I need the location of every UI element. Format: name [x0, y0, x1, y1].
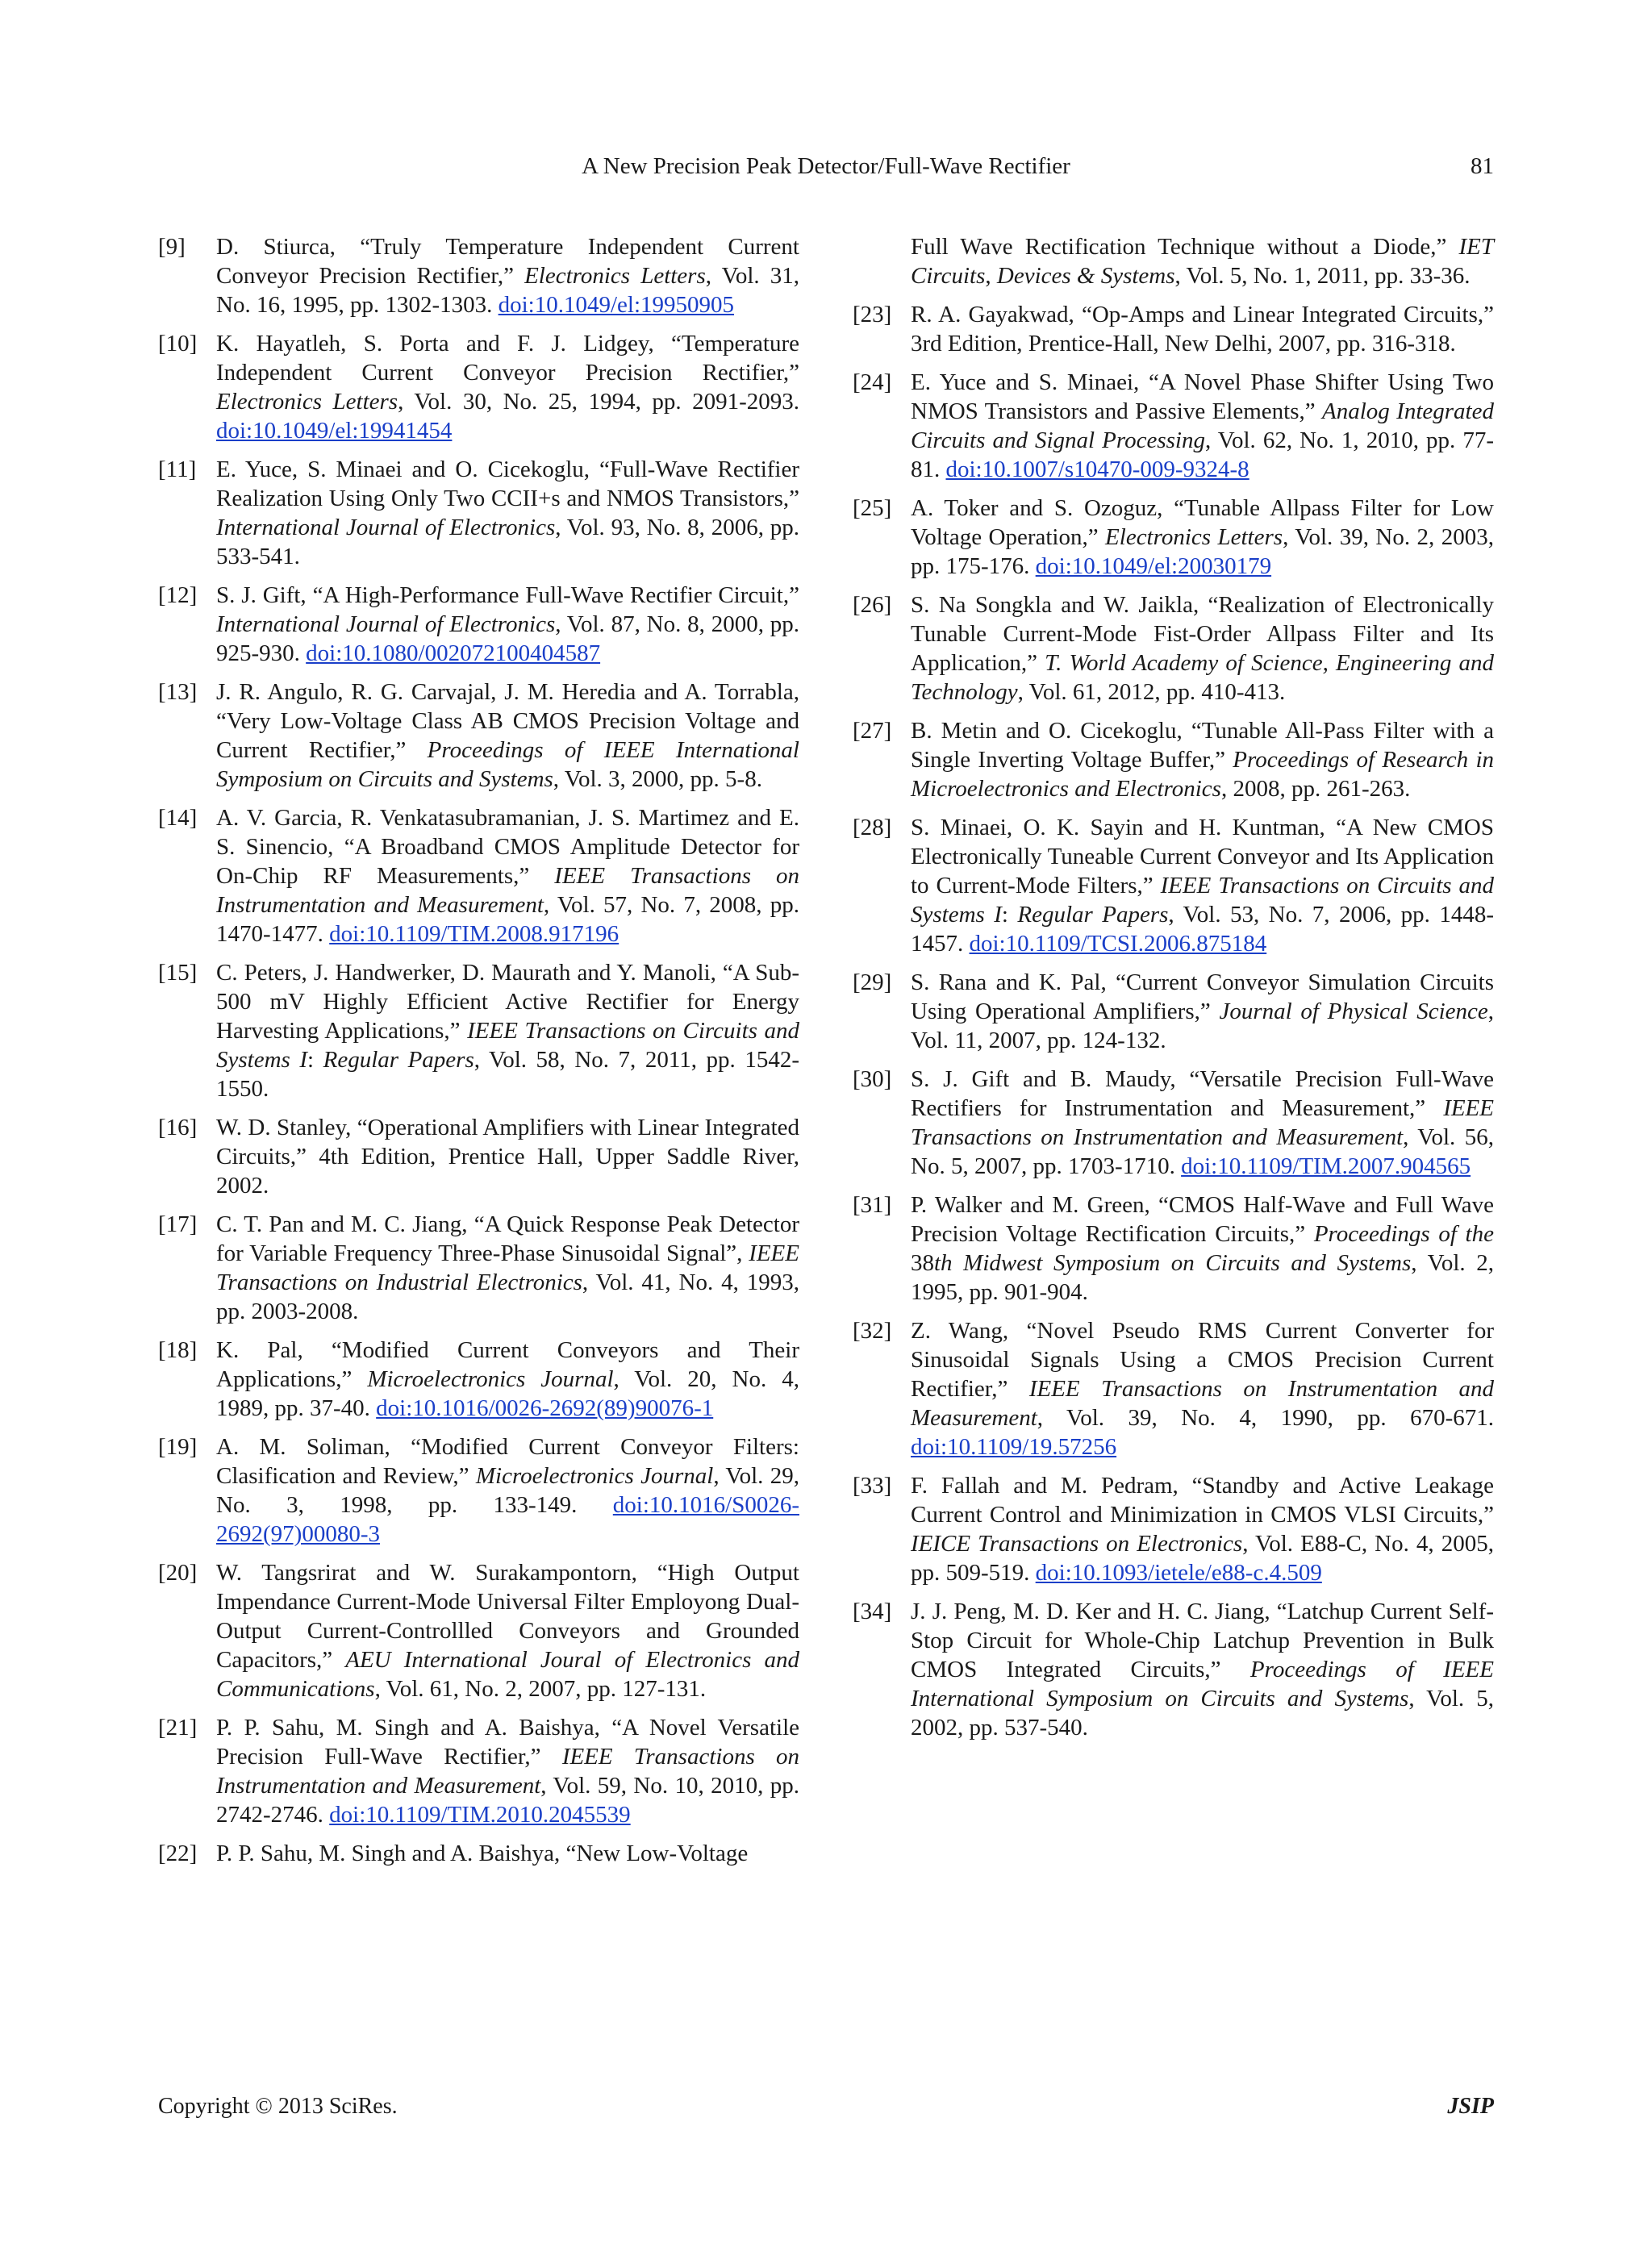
reference-number: [30] — [853, 1066, 892, 1092]
reference-text — [911, 968, 1494, 1055]
reference-number: [25] — [853, 495, 892, 521]
reference-text — [216, 677, 799, 794]
reference-text-segment: S. Rana and K. Pal, “Current Conveyor Simulation Circuits Using Operational Amplifiers,” — [911, 969, 1494, 1024]
reference-text-segment: B. Metin and O. Cicekoglu, “Tunable All-Pass Filter with a Single Inverting Voltage Buffer,” — [911, 718, 1494, 773]
reference-number: [11] — [158, 457, 197, 482]
reference-text — [216, 1558, 799, 1703]
reference-text — [911, 232, 1494, 290]
reference-text-segment: : — [1001, 902, 1018, 928]
reference-source-title: Journal of Physical Science — [1219, 999, 1488, 1024]
reference-text-segment: J. J. Peng, M. D. Ker and H. C. Jiang, “Latchup Current Self-Stop Circuit for Whole-Chip Latchup Prevention in Bulk CMOS Integrated Circuits,” — [911, 1599, 1494, 1682]
reference-item — [158, 1839, 799, 1868]
doi-link[interactable]: doi:10.1007/s10470-009-9324-8 — [945, 457, 1249, 482]
reference-text-segment: , 2008, pp. 261-263. — [1220, 776, 1411, 802]
reference-text — [216, 581, 799, 668]
doi-link[interactable]: doi:10.1109/TIM.2010.2045539 — [329, 1802, 631, 1828]
reference-text-segment: , Vol. 59, No. 10, 2010, pp. 2742-2746. — [216, 1773, 799, 1828]
reference-text-segment: S. J. Gift, “A High-Performance Full-Wave Rectifier Circuit,” — [216, 582, 799, 608]
reference-text-segment: , Vol. 41, No. 4, 1993, pp. 2003-2008. — [216, 1270, 799, 1324]
reference-source-title: IEEE Transactions on Industrial Electronics — [216, 1240, 799, 1295]
reference-number: [34] — [853, 1599, 892, 1624]
doi-link[interactable]: doi:10.1080/002072100404587 — [306, 640, 601, 666]
reference-item — [853, 716, 1494, 803]
reference-source-title: Proceedings of the — [1313, 1221, 1494, 1247]
reference-source-title: Microelectronics Journal — [367, 1366, 614, 1392]
reference-text-segment: , Vol. 31, No. 16, 1995, pp. 1302-1303. — [216, 263, 799, 318]
reference-text-segment: , Vol. 30, No. 25, 1994, pp. 2091-2093. — [398, 389, 799, 415]
reference-text — [911, 590, 1494, 707]
reference-item — [853, 1316, 1494, 1461]
reference-text — [216, 1839, 799, 1868]
reference-number: [16] — [158, 1115, 198, 1140]
doi-link[interactable]: doi:10.1109/TIM.2008.917196 — [329, 921, 620, 947]
reference-text-segment: , Vol. 87, No. 8, 2000, pp. 925-930. — [216, 611, 799, 666]
reference-text — [216, 1432, 799, 1549]
reference-source-title: Microelectronics Journal — [475, 1463, 714, 1489]
reference-number: [26] — [853, 592, 892, 618]
reference-text — [216, 1713, 799, 1829]
reference-item — [158, 1336, 799, 1423]
reference-number: [31] — [853, 1192, 892, 1218]
doi-link[interactable]: doi:10.1109/TIM.2007.904565 — [1181, 1153, 1471, 1179]
reference-source-title: Proceedings of IEEE International Symposium on Circuits and Systems — [911, 1657, 1494, 1711]
reference-item — [853, 368, 1494, 484]
reference-text-segment: , Vol. 93, No. 8, 2006, pp. 533-541. — [216, 515, 799, 569]
reference-source-title: Electronics Letters — [1105, 524, 1283, 550]
reference-item — [853, 1065, 1494, 1181]
reference-text-segment: , Vol. 61, No. 2, 2007, pp. 127-131. — [374, 1676, 707, 1702]
reference-item — [853, 232, 1494, 290]
reference-text-segment: , Vol. 3, 2000, pp. 5-8. — [553, 766, 762, 792]
running-title: A New Precision Peak Detector/Full-Wave Rectifier — [582, 153, 1070, 179]
reference-item — [158, 803, 799, 948]
reference-text-segment: : — [307, 1047, 323, 1073]
reference-text-segment: W. Tangsrirat and W. Surakampontorn, “High Output Impendance Current-Mode Universal Filter Employong Dual-Output Current-Controllled Conveyors and Grounded Capacitors,” — [216, 1560, 799, 1673]
reference-text-segment: , Vol. 20, No. 4, 1989, pp. 37-40. — [216, 1366, 800, 1421]
doi-link[interactable]: doi:10.1016/0026-2692(89)90076-1 — [376, 1395, 714, 1421]
reference-text — [911, 1065, 1494, 1181]
reference-text-segment: S. J. Gift and B. Maudy, “Versatile Precision Full-Wave Rectifiers for Instrumentation and Measurement,” — [911, 1066, 1494, 1121]
reference-number: [22] — [158, 1841, 198, 1866]
reference-source-title: Regular Papers — [323, 1047, 474, 1073]
reference-item — [158, 1210, 799, 1326]
reference-text-segment: , Vol. 2, 1995, pp. 901-904. — [911, 1250, 1494, 1305]
reference-source-title: Electronics Letters — [524, 263, 706, 289]
reference-source-title: Devices & Systems — [996, 263, 1175, 289]
reference-item — [853, 813, 1494, 958]
reference-number: [29] — [853, 969, 892, 995]
reference-source-title: Analog Integrated Circuits and Signal Processing — [911, 398, 1494, 453]
reference-number: [17] — [158, 1211, 198, 1237]
reference-source-title: International Journal of Electronics — [216, 515, 556, 540]
reference-text-segment: A. V. Garcia, R. Venkatasubramanian, J. S. Martimez and E. S. Sinencio, “A Broadband CMOS Amplitude Detector for On-Chip RF Measurements,” — [216, 805, 799, 889]
reference-text-segment: K. Pal, “Modified Current Conveyors and Their Applications,” — [216, 1337, 799, 1392]
reference-text — [911, 716, 1494, 803]
reference-number: [24] — [853, 369, 892, 395]
reference-text-segment: J. R. Angulo, R. G. Carvajal, J. M. Heredia and A. Torrabla, “Very Low-Voltage Class AB CMOS Precision Voltage and Current Rectifier,” — [216, 679, 799, 763]
reference-text — [911, 1597, 1494, 1742]
reference-text-segment: W. D. Stanley, “Operational Amplifiers with Linear Integrated Circuits,” 4th Edition, Prentice Hall, Upper Saddle River, 2002. — [216, 1115, 799, 1199]
reference-item — [853, 968, 1494, 1055]
reference-text-segment: F. Fallah and M. Pedram, “Standby and Active Leakage Current Control and Minimization in CMOS VLSI Circuits,” — [911, 1473, 1494, 1528]
copyright-notice: Copyright © 2013 SciRes. — [158, 2094, 398, 2119]
reference-number: [18] — [158, 1337, 198, 1363]
reference-text — [911, 494, 1494, 581]
reference-text-segment: P. Walker and M. Green, “CMOS Half-Wave and Full Wave Precision Voltage Rectification Circuits,” — [911, 1192, 1494, 1247]
reference-item — [853, 1597, 1494, 1742]
reference-item — [158, 1113, 799, 1200]
reference-source-title: Proceedings of IEEE International Symposium on Circuits and Systems — [216, 737, 799, 792]
reference-text — [216, 1113, 799, 1200]
reference-text-segment: S. Na Songkla and W. Jaikla, “Realization of Electronically Tunable Current-Mode Fist-Order Allpass Filter and Its Application,” — [911, 592, 1494, 676]
reference-number: [12] — [158, 582, 198, 608]
reference-item — [158, 958, 799, 1103]
reference-text-segment: , Vol. 5, No. 1, 2011, pp. 33-36. — [1174, 263, 1471, 289]
reference-text-segment: , Vol. 29, No. 3, 1998, pp. 133-149. — [216, 1463, 799, 1518]
reference-text — [911, 1190, 1494, 1307]
reference-number: [28] — [853, 815, 892, 840]
reference-item — [158, 232, 799, 319]
reference-text-segment: , Vol. 61, 2012, pp. 410-413. — [1017, 679, 1286, 705]
reference-number: [23] — [853, 302, 892, 327]
reference-text-segment: , Vol. 39, No. 2, 2003, pp. 175-176. — [911, 524, 1494, 579]
reference-source-title: IEEE Transactions on Instrumentation and Measurement — [911, 1376, 1494, 1431]
reference-text-segment: C. T. Pan and M. C. Jiang, “A Quick Response Peak Detector for Variable Frequency Three-Phase Sinusoidal Signal”, — [216, 1211, 799, 1266]
reference-text-segment: , Vol. 39, No. 4, 1990, pp. 670-671. — [1037, 1405, 1494, 1431]
reference-item — [158, 1713, 799, 1829]
reference-number: [20] — [158, 1560, 198, 1586]
reference-source-title: IEICE Transactions on Electronics — [911, 1531, 1243, 1557]
reference-source-title: IEEE Transactions on Instrumentation and Measurement — [216, 863, 799, 918]
doi-link[interactable]: doi:10.1109/19.57256 — [911, 1434, 1117, 1460]
reference-text — [216, 1210, 799, 1326]
reference-number: [10] — [158, 331, 198, 356]
reference-text-segment: K. Hayatleh, S. Porta and F. J. Lidgey, “Temperature Independent Current Conveyor Precision Rectifier,” — [216, 331, 799, 386]
reference-item — [158, 581, 799, 668]
reference-text-segment: E. Yuce, S. Minaei and O. Cicekoglu, “Full-Wave Rectifier Realization Using Only Two CCII+s and NMOS Transistors,” — [216, 457, 799, 511]
reference-text-segment: P. P. Sahu, M. Singh and A. Baishya, “New Low-Voltage — [216, 1841, 749, 1866]
reference-source-title: Regular Papers — [1017, 902, 1169, 928]
reference-text-segment: , Vol. 57, No. 7, 2008, pp. 1470-1477. — [216, 892, 799, 947]
reference-text-segment: R. A. Gayakwad, “Op-Amps and Linear Integrated Circuits,” 3rd Edition, Prentice-Hall, New Delhi, 2007, pp. 316-318. — [911, 302, 1494, 356]
reference-text-segment: 38 — [911, 1250, 934, 1276]
reference-text-segment: , Vol. 56, No. 5, 2007, pp. 1703-1710. — [911, 1124, 1494, 1179]
reference-text-segment: C. Peters, J. Handwerker, D. Maurath and Y. Manoli, “A Sub-500 mV Highly Efficient Active Rectifier for Energy Harvesting Applications,” — [216, 960, 799, 1044]
journal-abbreviation: JSIP — [1447, 2094, 1494, 2119]
reference-source-title: Electronics Letters — [216, 389, 398, 415]
reference-text — [911, 368, 1494, 484]
reference-text — [216, 329, 799, 445]
reference-number: [9] — [158, 234, 186, 260]
doi-link[interactable]: doi:10.1093/ietele/e88-c.4.509 — [1035, 1560, 1322, 1586]
reference-text — [911, 1471, 1494, 1587]
reference-text-segment: , Vol. 53, No. 7, 2006, pp. 1448-1457. — [911, 902, 1494, 957]
reference-item — [853, 1471, 1494, 1587]
reference-number: [33] — [853, 1473, 892, 1499]
reference-text-segment: Z. Wang, “Novel Pseudo RMS Current Converter for Sinusoidal Signals Using a CMOS Precision Current Rectifier,” — [911, 1318, 1494, 1402]
reference-text-segment: P. P. Sahu, M. Singh and A. Baishya, “A Novel Versatile Precision Full-Wave Rectifier,” — [216, 1715, 799, 1770]
doi-link[interactable]: doi:10.1016/S0026-2692(97)00080-3 — [216, 1492, 799, 1547]
reference-source-title: International Journal of Electronics — [216, 611, 556, 637]
reference-number: [13] — [158, 679, 198, 705]
reference-number: [32] — [853, 1318, 892, 1344]
reference-text-segment: Full Wave Rectification Technique without a Diode,” — [911, 234, 1459, 260]
reference-text-segment: , Vol. 62, No. 1, 2010, pp. 77-81. — [911, 427, 1494, 482]
reference-item — [158, 329, 799, 445]
reference-item — [853, 590, 1494, 707]
reference-number: [19] — [158, 1434, 198, 1460]
reference-source-title: th Midwest Symposium on Circuits and Systems — [934, 1250, 1412, 1276]
reference-text-segment: , Vol. 58, No. 7, 2011, pp. 1542-1550. — [216, 1047, 799, 1102]
reference-text-segment: E. Yuce and S. Minaei, “A Novel Phase Shifter Using Two NMOS Transistors and Passive Elements,” — [911, 369, 1494, 424]
reference-text — [216, 232, 799, 319]
reference-item — [158, 677, 799, 794]
doi-link[interactable]: doi:10.1109/TCSI.2006.875184 — [969, 931, 1267, 957]
reference-text — [911, 813, 1494, 958]
reference-number: [14] — [158, 805, 198, 831]
page-number: 81 — [1471, 153, 1494, 179]
reference-source-title: IEEE Transactions on Instrumentation and Measurement — [911, 1095, 1494, 1150]
reference-text — [911, 1316, 1494, 1461]
reference-text-segment: , — [985, 263, 997, 289]
reference-text-segment: , Vol. E88-C, No. 4, 2005, pp. 509-519. — [911, 1531, 1494, 1586]
reference-item — [853, 300, 1494, 358]
reference-text-segment: D. Stiurca, “Truly Temperature Independent Current Conveyor Precision Rectifier,” — [216, 234, 799, 289]
reference-text-segment: A. M. Soliman, “Modified Current Conveyor Filters: Clasification and Review,” — [216, 1434, 799, 1489]
reference-text — [216, 958, 799, 1103]
doi-link[interactable]: doi:10.1049/el:20030179 — [1035, 553, 1272, 579]
references-right-column — [853, 232, 1494, 1752]
doi-link[interactable]: doi:10.1049/el:19941454 — [216, 418, 453, 444]
reference-source-title: IEEE Transactions on Instrumentation and Measurement — [216, 1744, 800, 1799]
reference-source-title: IEEE Transactions on Circuits and Systems I — [216, 1018, 799, 1073]
reference-number: [21] — [158, 1715, 198, 1741]
reference-text-segment: S. Minaei, O. K. Sayin and H. Kuntman, “A New CMOS Electronically Tuneable Current Conveyor and Its Application to Current-Mode Filters,” — [911, 815, 1494, 898]
page-header — [158, 153, 1494, 194]
references-left-column — [158, 232, 799, 1878]
reference-text — [216, 1336, 799, 1423]
reference-text — [216, 455, 799, 571]
reference-source-title: IET Circuits — [911, 234, 1494, 289]
reference-source-title: AEU International Joural of Electronics and Communications — [216, 1647, 799, 1702]
reference-source-title: T. World Academy of Science, Engineering and Technology — [911, 650, 1494, 705]
reference-text — [216, 803, 799, 948]
reference-number: [27] — [853, 718, 892, 744]
reference-item — [158, 455, 799, 571]
reference-source-title: Proceedings of Research in Microelectronics and Electronics — [911, 747, 1494, 802]
reference-text-segment: A. Toker and S. Ozoguz, “Tunable Allpass Filter for Low Voltage Operation,” — [911, 495, 1494, 550]
page-footer — [158, 2094, 1494, 2126]
reference-item — [158, 1558, 799, 1703]
reference-text-segment: , Vol. 5, 2002, pp. 537-540. — [911, 1686, 1494, 1741]
reference-source-title: IEEE Transactions on Circuits and Systems I — [911, 873, 1494, 928]
reference-number: [15] — [158, 960, 198, 986]
reference-item — [853, 494, 1494, 581]
doi-link[interactable]: doi:10.1049/el:19950905 — [498, 292, 735, 318]
reference-text — [911, 300, 1494, 358]
reference-item — [158, 1432, 799, 1549]
reference-item — [853, 1190, 1494, 1307]
reference-text-segment: , Vol. 11, 2007, pp. 124-132. — [911, 999, 1494, 1053]
